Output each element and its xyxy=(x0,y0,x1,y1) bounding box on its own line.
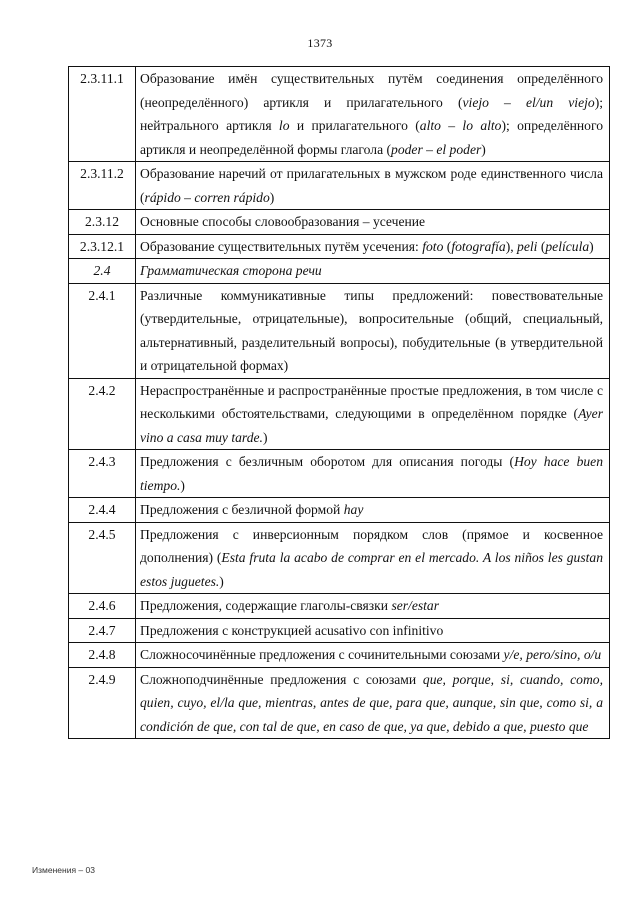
section-description: Образование существительных путём усечения: foto (fotografía), peli (película) xyxy=(136,234,610,259)
section-description: Образование наречий от прилагательных в мужском роде единственного числа (rápido – corren rápido) xyxy=(136,162,610,210)
section-description: Сложноподчинённые предложения с союзами que, porque, si, cuando, como, quien, cuyo, el/la que, mientras, antes de que, para que, aunque, sin que, como si, a condición de que, con tal de que, en caso de que, ya que, debido a que, puesto que xyxy=(136,667,610,739)
table-row xyxy=(69,162,610,210)
section-description: Предложения с безличной формой hay xyxy=(136,498,610,523)
section-code: 2.4.6 xyxy=(69,594,136,619)
table-row xyxy=(69,522,610,594)
page-number: 1373 xyxy=(307,36,333,50)
table-row xyxy=(69,667,610,739)
section-code: 2.3.11.1 xyxy=(69,67,136,162)
section-code: 2.3.11.2 xyxy=(69,162,136,210)
table-body xyxy=(69,67,610,739)
section-code: 2.4.1 xyxy=(69,283,136,378)
section-code: 2.3.12.1 xyxy=(69,234,136,259)
section-code: 2.4.8 xyxy=(69,643,136,668)
table-row xyxy=(69,594,610,619)
table-row xyxy=(69,67,610,162)
section-description: Сложносочинённые предложения с сочинительными союзами y/e, pero/sino, o/u xyxy=(136,643,610,668)
table-row xyxy=(69,234,610,259)
section-description: Образование имён существительных путём соединения определённого (неопределённого) артикля и прилагательного (viejo – el/un viejo); нейтрального артикля lo и прилагательного (alto – lo alto); определённого артикля и неопределённой формы глагола (poder – el poder) xyxy=(136,67,610,162)
table-row xyxy=(69,210,610,235)
section-description: Предложения с инверсионным порядком слов (прямое и косвенное дополнения) (Esta fruta la acabo de comprar en el mercado. A los niños les gustan estos juguetes.) xyxy=(136,522,610,594)
section-description: Нераспространённые и распространённые простые предложения, в том числе с несколькими обстоятельствами, следующими в определённом порядке (Ayer vino a casa muy tarde.) xyxy=(136,378,610,450)
section-code: 2.4.4 xyxy=(69,498,136,523)
section-code: 2.4.9 xyxy=(69,667,136,739)
section-description: Предложения, содержащие глаголы-связки ser/estar xyxy=(136,594,610,619)
section-code: 2.4 xyxy=(69,259,136,284)
section-description: Основные способы словообразования – усечение xyxy=(136,210,610,235)
footer-revision: Изменения – 03 xyxy=(32,865,95,875)
section-code: 2.4.3 xyxy=(69,450,136,498)
table-row xyxy=(69,283,610,378)
table-row xyxy=(69,643,610,668)
table-row xyxy=(69,618,610,643)
section-code: 2.3.12 xyxy=(69,210,136,235)
content-table xyxy=(68,66,610,739)
section-description: Грамматическая сторона речи xyxy=(136,259,610,284)
table-row xyxy=(69,259,610,284)
section-description: Предложения с безличным оборотом для описания погоды (Hoy hace buen tiempo.) xyxy=(136,450,610,498)
section-code: 2.4.5 xyxy=(69,522,136,594)
table-row xyxy=(69,498,610,523)
section-description: Предложения с конструкцией acusativo con infinitivo xyxy=(136,618,610,643)
section-description: Различные коммуникативные типы предложений: повествовательные (утвердительные, отрицательные), вопросительные (общий, специальный, альтернативный, разделительный вопросы), побудительные (в утвердительной и отрицательной формах) xyxy=(136,283,610,378)
section-code: 2.4.7 xyxy=(69,618,136,643)
table-row xyxy=(69,450,610,498)
table-row xyxy=(69,378,610,450)
section-code: 2.4.2 xyxy=(69,378,136,450)
